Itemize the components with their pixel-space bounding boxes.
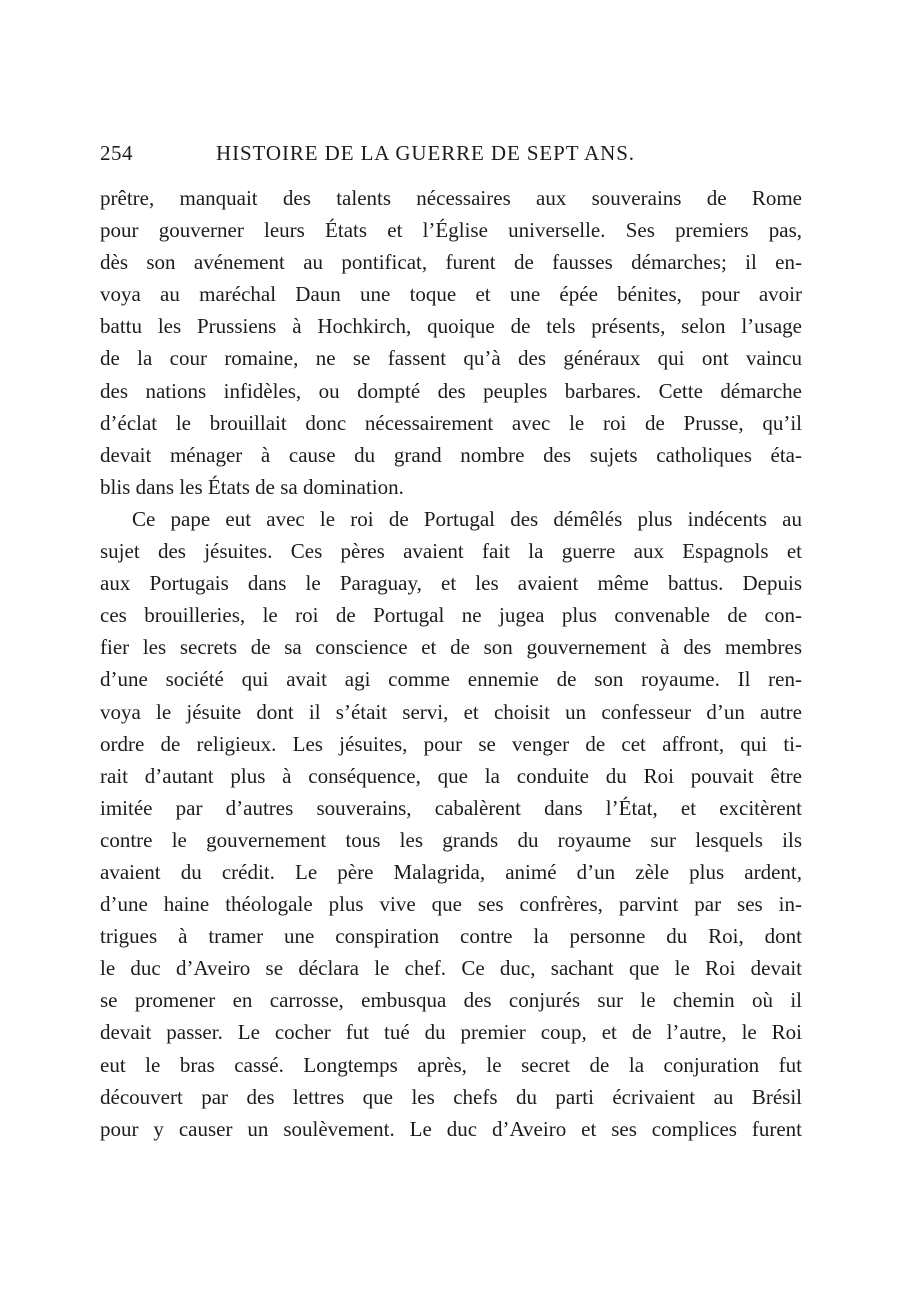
text-line: d’éclat le brouillait donc nécessairement avec le roi de Prusse, qu’il (100, 410, 802, 435)
text-line: sujet des jésuites. Ces pères avaient fait la guerre aux Espagnols et (100, 539, 802, 564)
text-line: voya le jésuite dont il s’était servi, et choisit un confesseur d’un autre (100, 699, 802, 724)
text-line: Ce pape eut avec le roi de Portugal des démêlés plus indécents au (132, 506, 802, 531)
text-line: prêtre, manquait des talents nécessaires aux souverains de Rome (100, 186, 802, 210)
text-line: dès son avénement au pontificat, furent de fausses démarches; il en- (100, 250, 802, 275)
text-line: devait ménager à cause du grand nombre des sujets catholiques éta- (100, 442, 802, 467)
text-line: ces brouilleries, le roi de Portugal ne jugea plus convenable de con- (100, 603, 802, 628)
running-title: HISTOIRE DE LA GUERRE DE SEPT ANS. (216, 141, 635, 165)
text-line: le duc d’Aveiro se déclara le chef. Ce duc, sachant que le Roi devait (100, 956, 802, 981)
text-line: eut le bras cassé. Longtemps après, le secret de la conjuration fut (100, 1052, 802, 1077)
text-line: d’une société qui avait agi comme ennemie de son royaume. Il ren- (100, 667, 802, 692)
text-line: se promener en carrosse, embusqua des conjurés sur le chemin où il (100, 988, 802, 1013)
text-line: devait passer. Le cocher fut tué du premier coup, et de l’autre, le Roi (100, 1020, 802, 1045)
page-number: 254 (100, 141, 133, 165)
text-line: blis dans les États de sa domination. (100, 474, 404, 499)
text-line: contre le gouvernement tous les grands du royaume sur lesquels ils (100, 827, 802, 852)
running-head (100, 141, 800, 171)
text-line: rait d’autant plus à conséquence, que la conduite du Roi pouvait être (100, 763, 802, 788)
body-text (100, 182, 802, 1145)
text-line: pour gouverner leurs États et l’Église universelle. Ses premiers pas, (100, 218, 802, 243)
text-line: des nations infidèles, ou dompté des peuples barbares. Cette démarche (100, 378, 802, 403)
text-line: découvert par des lettres que les chefs du parti écrivaient au Brésil (100, 1084, 802, 1109)
text-line: battu les Prussiens à Hochkirch, quoique de tels présents, selon l’usage (100, 314, 802, 339)
text-line: avaient du crédit. Le père Malagrida, animé d’un zèle plus ardent, (100, 859, 802, 884)
text-line: d’une haine théologale plus vive que ses confrères, parvint par ses in- (100, 892, 802, 917)
text-line: pour y causer un soulèvement. Le duc d’Aveiro et ses complices furent (100, 1116, 802, 1141)
text-line: trigues à tramer une conspiration contre la personne du Roi, dont (100, 924, 802, 949)
paragraph-2 (100, 503, 802, 1145)
paragraph-1 (100, 182, 802, 503)
text-line: aux Portugais dans le Paraguay, et les avaient même battus. Depuis (100, 571, 802, 596)
text-line: fier les secrets de sa conscience et de son gouvernement à des membres (100, 635, 802, 660)
text-line: voya au maréchal Daun une toque et une épée bénites, pour avoir (100, 282, 802, 307)
text-line: ordre de religieux. Les jésuites, pour se venger de cet affront, qui ti- (100, 731, 802, 756)
text-line: imitée par d’autres souverains, cabalèrent dans l’État, et excitèrent (100, 795, 802, 820)
text-line: de la cour romaine, ne se fassent qu’à des généraux qui ont vaincu (100, 346, 802, 371)
